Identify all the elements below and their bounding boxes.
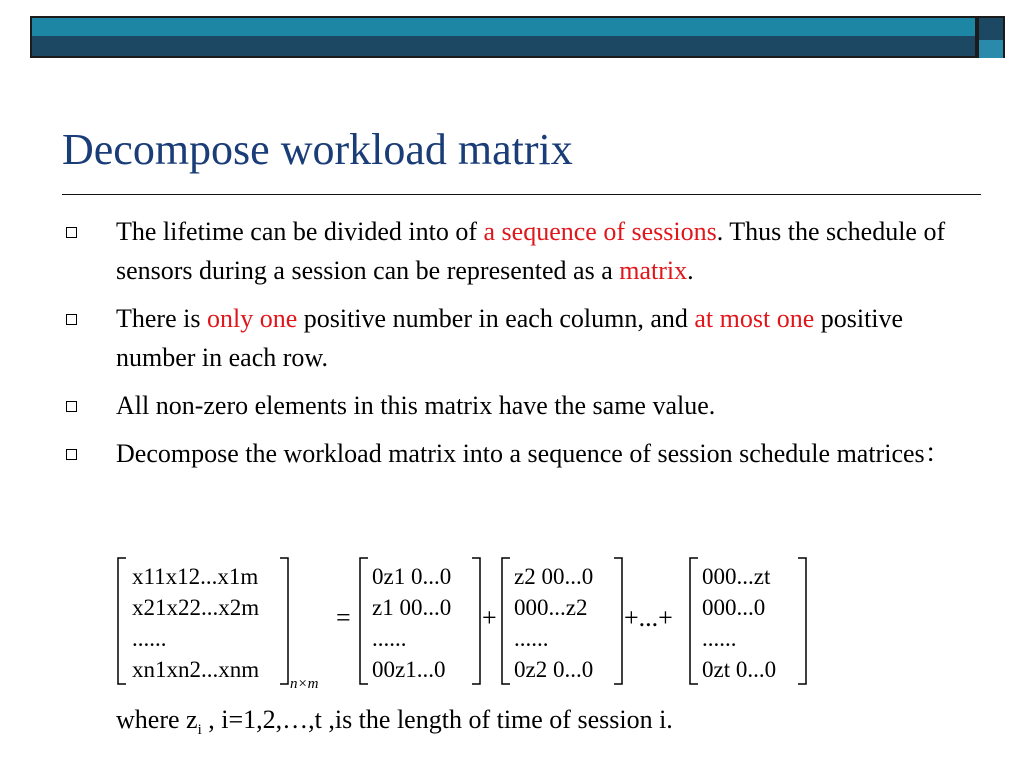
slide-title: Decompose workload matrix <box>62 125 573 174</box>
bullet-item-2: There is only one positive number in each column, and at most one positive number in each row. <box>62 299 962 377</box>
m3-row-2: 000...0 <box>702 595 766 620</box>
matrix-equation <box>112 554 832 694</box>
header-bar <box>30 16 977 58</box>
m1-row-1: 0z1 0...0 <box>372 564 452 589</box>
bullet-item-4: Decompose the workload matrix into a sequence of session schedule matrices： <box>62 434 962 473</box>
lhs-matrix <box>118 558 319 692</box>
square-bullet-icon <box>66 314 77 325</box>
session-matrix-2 <box>502 558 622 684</box>
bullet-item-3: All non-zero elements in this matrix have the same value. <box>62 386 962 425</box>
header-corner-square <box>977 16 1005 58</box>
m2-row-1: z2 00...0 <box>514 564 594 589</box>
m1-row-4: 00z1...0 <box>372 657 446 682</box>
header-bar-stripe <box>32 36 975 56</box>
plus-ellipsis: +...+ <box>624 603 673 632</box>
m2-row-4: 0z2 0...0 <box>514 657 594 682</box>
square-bullet-icon <box>66 401 77 412</box>
matrix-equation-svg <box>112 554 832 694</box>
lhs-row-1: x11x12...x1m <box>132 564 259 589</box>
session-matrix-t <box>690 558 806 684</box>
highlight-text: only one <box>206 304 298 333</box>
m3-row-1: 000...zt <box>702 564 771 589</box>
bullet-item-1: The lifetime can be divided into of a sequence of sessions. Thus the schedule of sensors during a session can be represented as a matrix. <box>62 212 962 290</box>
highlight-text: matrix <box>619 256 688 285</box>
title-underline <box>62 194 981 195</box>
where-caption: where $z_i$ , i=1,2,…,t ,is the length of time of session i. <box>116 705 673 739</box>
plus-sign: + <box>482 603 497 632</box>
square-bullet-icon <box>66 227 77 238</box>
bullet-list <box>62 212 962 482</box>
m3-row-4: 0zt 0...0 <box>702 657 777 682</box>
session-matrix-1 <box>360 558 480 684</box>
m3-row-3: ...... <box>702 626 737 651</box>
lhs-dimension: n×m <box>290 676 319 692</box>
equals-sign: = <box>336 603 351 632</box>
m1-row-2: z1 00...0 <box>372 595 452 620</box>
m2-row-3: ...... <box>514 626 549 651</box>
square-bullet-icon <box>66 449 77 460</box>
m2-row-2: 000...z2 <box>514 595 588 620</box>
lhs-row-2: x21x22...x2m <box>132 595 260 620</box>
highlight-text: at most one <box>694 304 815 333</box>
highlight-text: a sequence of sessions <box>483 217 717 246</box>
lhs-row-3: ...... <box>132 626 167 651</box>
lhs-row-4: xn1xn2...xnm <box>132 657 260 682</box>
m1-row-3: ...... <box>372 626 407 651</box>
